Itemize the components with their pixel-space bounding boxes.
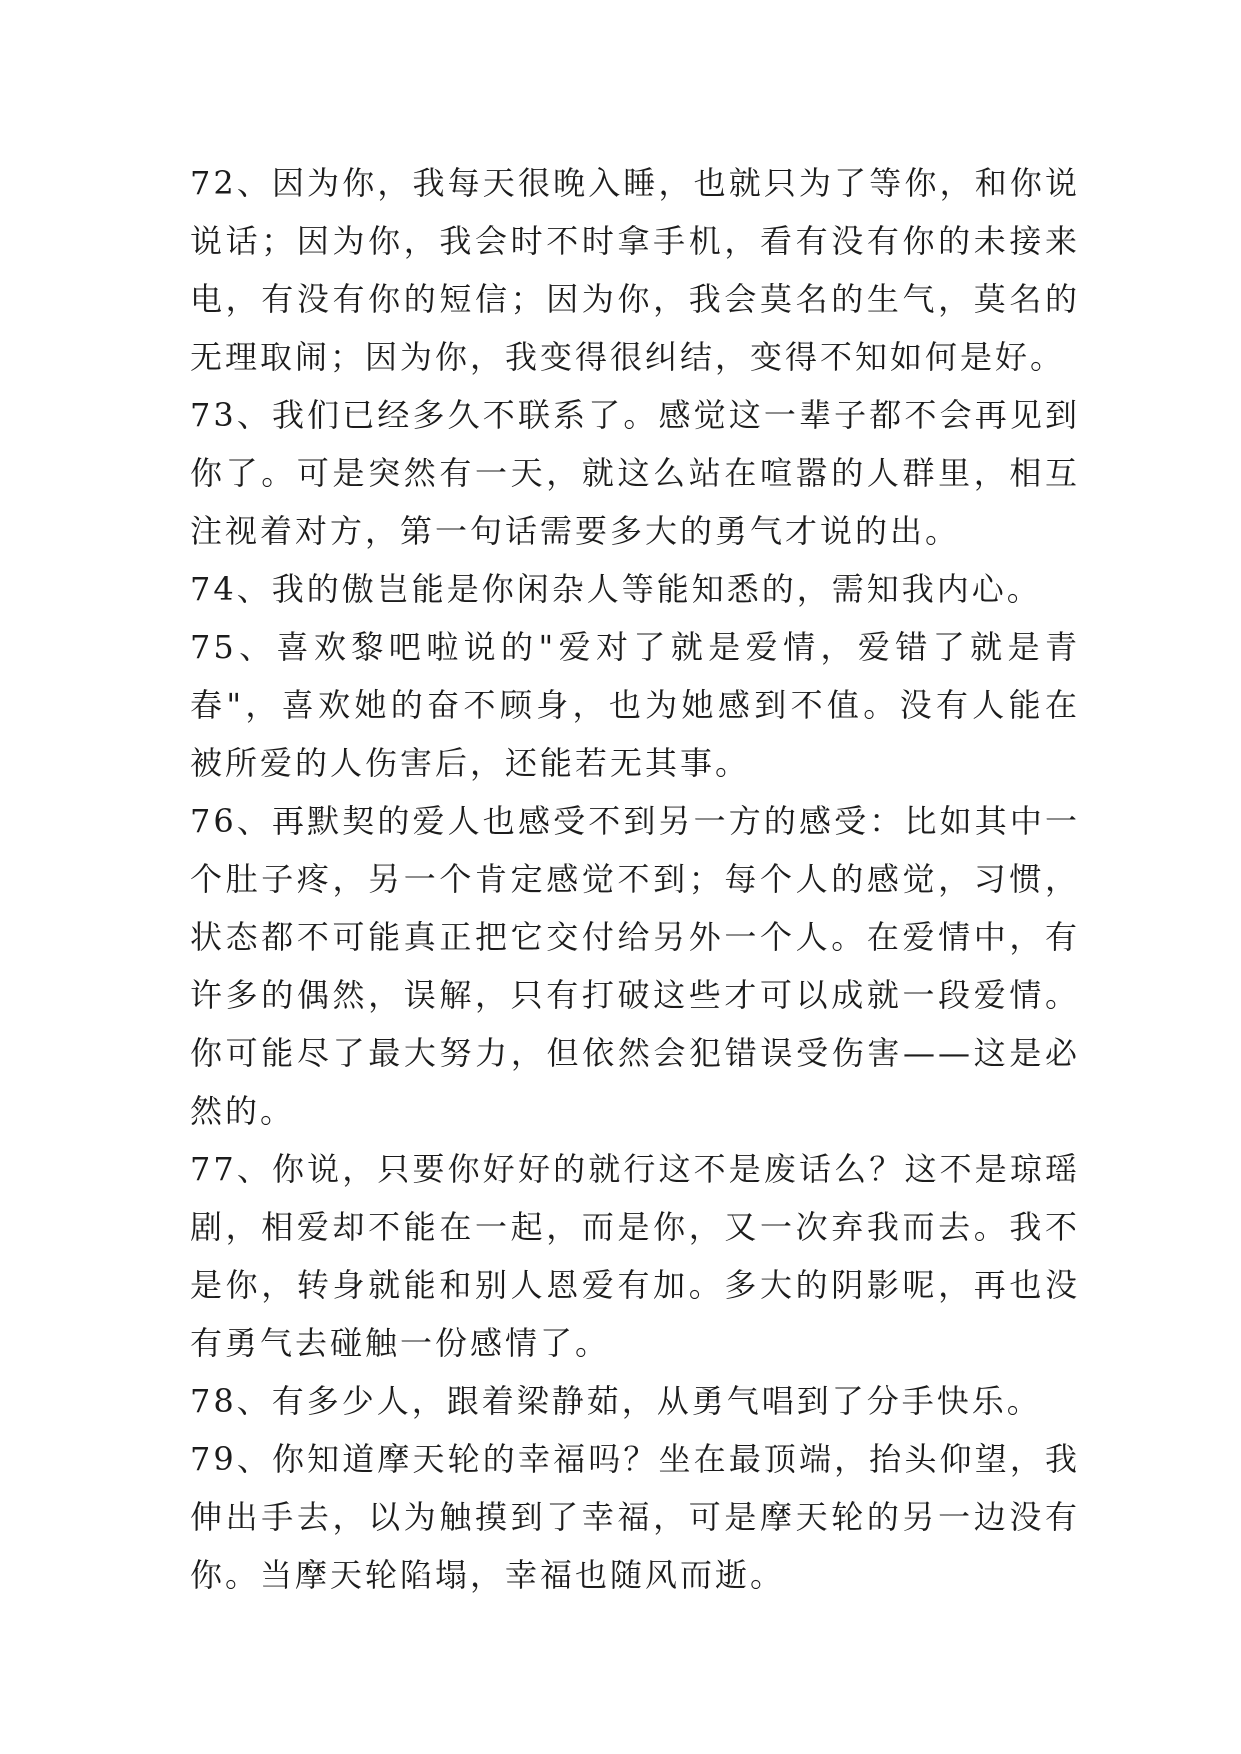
paragraph-72: 72、因为你，我每天很晚入睡，也就只为了等你，和你说说话；因为你，我会时不时拿手机，看有没有你的未接来电，有没有你的短信；因为你，我会莫名的生气，莫名的无理取闹；因为你，我变得很纠结，变得不知如何是好。 [190, 164, 1080, 376]
paragraph-76: 76、再默契的爱人也感受不到另一方的感受：比如其中一个肚子疼，另一个肯定感觉不到；每个人的感觉，习惯，状态都不可能真正把它交付给另外一个人。在爱情中，有许多的偶然，误解，只有打破这些才可以成就一段爱情。你可能尽了最大努力，但依然会犯错误受伤害——这是必然的。 [190, 802, 1080, 1130]
paragraph-79: 79、你知道摩天轮的幸福吗？坐在最顶端，抬头仰望，我伸出手去，以为触摸到了幸福，可是摩天轮的另一边没有你。当摩天轮陷塌，幸福也随风而逝。 [190, 1440, 1080, 1594]
paragraph-77: 77、你说，只要你好好的就行这不是废话么？这不是琼瑶剧，相爱却不能在一起，而是你，又一次弃我而去。我不是你，转身就能和别人恩爱有加。多大的阴影呢，再也没有勇气去碰触一份感情了。 [190, 1150, 1080, 1362]
paragraph-74: 74、我的傲岂能是你闲杂人等能知悉的，需知我内心。 [190, 570, 1042, 608]
document-body [190, 154, 1080, 1604]
paragraph-78: 78、有多少人，跟着梁静茹，从勇气唱到了分手快乐。 [190, 1382, 1042, 1420]
paragraph-75: 75、喜欢黎吧啦说的"爱对了就是爱情，爱错了就是青春"，喜欢她的奋不顾身，也为她感到不值。没有人能在被所爱的人伤害后，还能若无其事。 [190, 628, 1080, 782]
paragraph-73: 73、我们已经多久不联系了。感觉这一辈子都不会再见到你了。可是突然有一天，就这么站在喧嚣的人群里，相互注视着对方，第一句话需要多大的勇气才说的出。 [190, 396, 1080, 550]
